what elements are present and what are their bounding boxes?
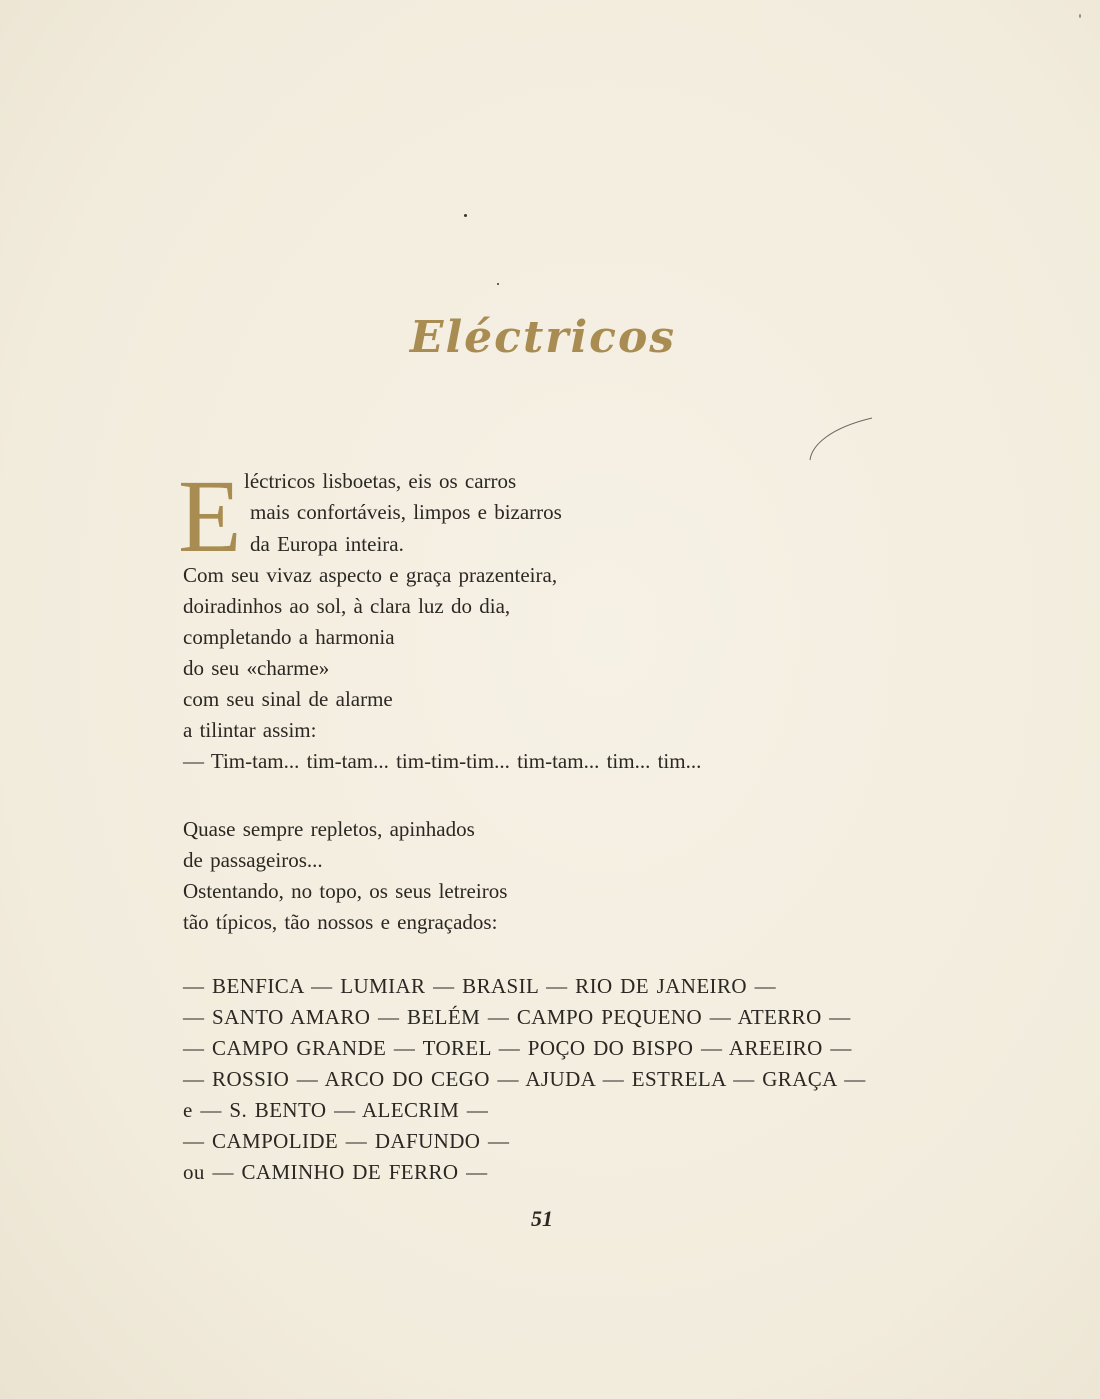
poem-line: Quase sempre repletos, apinhados — [183, 817, 475, 841]
poem-line: e — S. BENTO — ALECRIM — — [183, 1098, 489, 1122]
poem-line: doiradinhos ao sol, à clara luz do dia, — [183, 594, 511, 618]
poem-line: da Europa inteira. — [250, 532, 404, 556]
ink-speck — [1079, 14, 1081, 18]
page-number: 51 — [531, 1206, 553, 1231]
poem-line: a tilintar assim: — [183, 718, 317, 742]
poem-line: com seu sinal de alarme — [183, 687, 393, 711]
poem-line: do seu «charme» — [183, 656, 330, 680]
poem-line: — BENFICA — LUMIAR — BRASIL — RIO DE JANEIRO — — [183, 974, 776, 998]
drop-cap-letter: E — [178, 459, 242, 574]
poem-line: mais confortáveis, limpos e bizarros — [250, 500, 562, 524]
poem-line: — SANTO AMARO — BELÉM — CAMPO PEQUENO — ATERRO — — [183, 1005, 851, 1029]
poem-line: — CAMPO GRANDE — TOREL — POÇO DO BISPO — AREEIRO — — [183, 1036, 852, 1060]
poem-line: de passageiros... — [183, 848, 323, 872]
poem-line: Ostentando, no topo, os seus letreiros — [183, 879, 508, 903]
ink-speck — [464, 214, 467, 217]
poem-line: — Tim-tam... tim-tam... tim-tim-tim... tim-tam... tim... tim... — [183, 749, 702, 773]
poem-line: tão típicos, tão nossos e engraçados: — [183, 910, 498, 934]
poem-title: Eléctricos — [409, 312, 677, 363]
poem-line: Com seu vivaz aspecto e graça prazenteira, — [183, 563, 558, 587]
pencil-stroke-mark — [800, 390, 900, 470]
poem-line: léctricos lisboetas, eis os carros — [244, 469, 517, 493]
poem-line: — CAMPOLIDE — DAFUNDO — — [183, 1129, 510, 1153]
poem-line: — ROSSIO — ARCO DO CEGO — AJUDA — ESTRELA — GRAÇA — — [183, 1067, 866, 1091]
ink-speck — [497, 283, 499, 285]
poem-line: ou — CAMINHO DE FERRO — — [183, 1160, 488, 1184]
poem-line: completando a harmonia — [183, 625, 395, 649]
